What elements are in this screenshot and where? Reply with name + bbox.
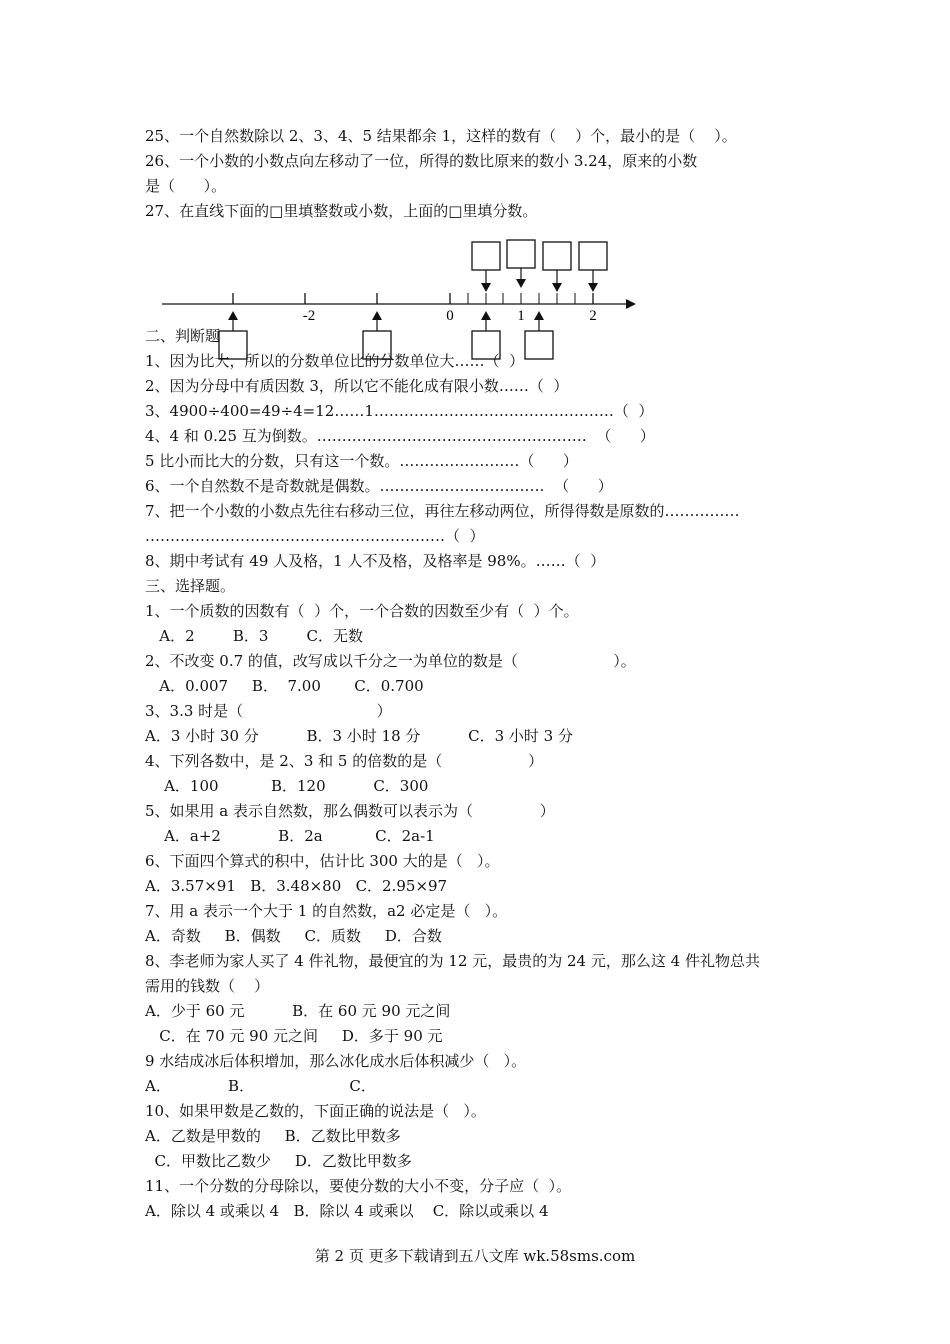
choice-line: A．3.57×91 B．3.48×80 C．2.95×97 — [145, 877, 448, 895]
choice-line: A．少于 60 元 B．在 60 元 90 元之间 — [145, 1002, 451, 1020]
question-25: 25、一个自然数除以 2、3、4、5 结果都余 1，这样的数有（ ）个，最小的是（ ）。 — [145, 127, 737, 145]
question-27: 27、在直线下面的□里填整数或小数，上面的□里填分数。 — [145, 202, 538, 220]
choice-line: A．奇数 B．偶数 C．质数 D．合数 — [145, 927, 442, 945]
answer-box-top[interactable] — [472, 242, 500, 292]
judge-item: 7、把一个小数的小数点先往右移动三位，再往左移动两位，所得得数是原数的…………… — [145, 502, 740, 520]
tick-label: 0 — [446, 308, 454, 324]
choice-line: A．除以 4 或乘以 4 B．除以 4 或乘以 C．除以或乘以 4 — [145, 1202, 549, 1220]
section-3-title: 三、选择题。 — [145, 577, 236, 595]
answer-box-top[interactable] — [579, 242, 607, 292]
choice-line: 7、用 a 表示一个大于 1 的自然数，a2 必定是（ ）。 — [145, 902, 508, 920]
tick-label: 2 — [589, 308, 597, 324]
choice-line: 11、一个分数的分母除以，要使分数的大小不变，分子应（ ）。 — [145, 1177, 572, 1195]
answer-box-bottom[interactable] — [525, 311, 553, 359]
choice-line: 3、3.3 时是（ ） — [145, 702, 392, 720]
number-line-diagram — [150, 236, 650, 361]
choice-line: 6、下面四个算式的积中，估计比 300 大的是（ ）。 — [145, 852, 500, 870]
choice-line: A．100 B．120 C．300 — [145, 777, 429, 795]
choice-line: A．2 B．3 C．无数 — [145, 627, 364, 645]
choice-line: A． B． C． — [145, 1077, 376, 1095]
judge-item: 5 比小而比大的分数，只有这一个数。……………………（ ） — [145, 452, 578, 470]
answer-box-top[interactable] — [507, 240, 535, 288]
page-footer: 第 2 页 更多下载请到五八文库 wk.58sms.com — [314, 1247, 636, 1265]
question-26-line2: 是（ ）。 — [145, 177, 227, 195]
section-2-title: 二、判断题 — [145, 327, 221, 345]
judge-item: 4、4 和 0.25 互为倒数。……………………………………………… （ ） — [145, 427, 655, 445]
choice-line: A．3 小时 30 分 B．3 小时 18 分 C．3 小时 3 分 — [145, 727, 573, 745]
choice-line: A．a+2 B．2a C．2a-1 — [145, 827, 435, 845]
choice-line: C．甲数比乙数少 D．乙数比甲数多 — [145, 1152, 412, 1170]
judge-item: 3、4900÷400=49÷4=12……1…………………………………………（ ） — [145, 402, 654, 420]
choice-line: 需用的钱数（ ） — [145, 977, 270, 995]
choice-line: 8、李老师为家人买了 4 件礼物，最便宜的为 12 元，最贵的为 24 元，那么这 4 件礼物总共 — [145, 952, 760, 970]
choice-line: A．0.007 B． 7.00 C．0.700 — [145, 677, 424, 695]
choice-line: 1、一个质数的因数有（ ）个，一个合数的因数至少有（ ）个。 — [145, 602, 579, 620]
choice-line: 4、下列各数中，是 2、3 和 5 的倍数的是（ ） — [145, 752, 544, 770]
judge-item: 1、因为比大，所以的分数单位比的分数单位大……（ ） — [145, 352, 525, 370]
choice-line: C．在 70 元 90 元之间 D．多于 90 元 — [145, 1027, 443, 1045]
choice-line: 9 水结成冰后体积增加，那么冰化成水后体积减少（ ）。 — [145, 1052, 527, 1070]
answer-box-top[interactable] — [543, 242, 571, 292]
choice-line: 10、如果甲数是乙数的，下面正确的说法是（ ）。 — [145, 1102, 486, 1120]
judge-item: ……………………………………………………（ ） — [145, 527, 485, 545]
axis-arrow-icon — [626, 299, 636, 309]
judge-item: 2、因为分母中有质因数 3，所以它不能化成有限小数……（ ） — [145, 377, 569, 395]
judge-item: 8、期中考试有 49 人及格，1 人不及格，及格率是 98%。……（ ） — [145, 552, 606, 570]
question-26-line1: 26、一个小数的小数点向左移动了一位，所得的数比原来的数小 3.24，原来的小数 — [145, 152, 698, 170]
judge-item: 6、一个自然数不是奇数就是偶数。…………………………… （ ） — [145, 477, 613, 495]
tick-label: 1 — [517, 308, 525, 324]
tick-label: -2 — [302, 308, 316, 324]
choice-line: 2、不改变 0.7 的值，改写成以千分之一为单位的数是（ ）。 — [145, 652, 636, 670]
choice-line: 5、如果用 a 表示自然数，那么偶数可以表示为（ ） — [145, 802, 555, 820]
choice-line: A．乙数是甲数的 B．乙数比甲数多 — [145, 1127, 401, 1145]
